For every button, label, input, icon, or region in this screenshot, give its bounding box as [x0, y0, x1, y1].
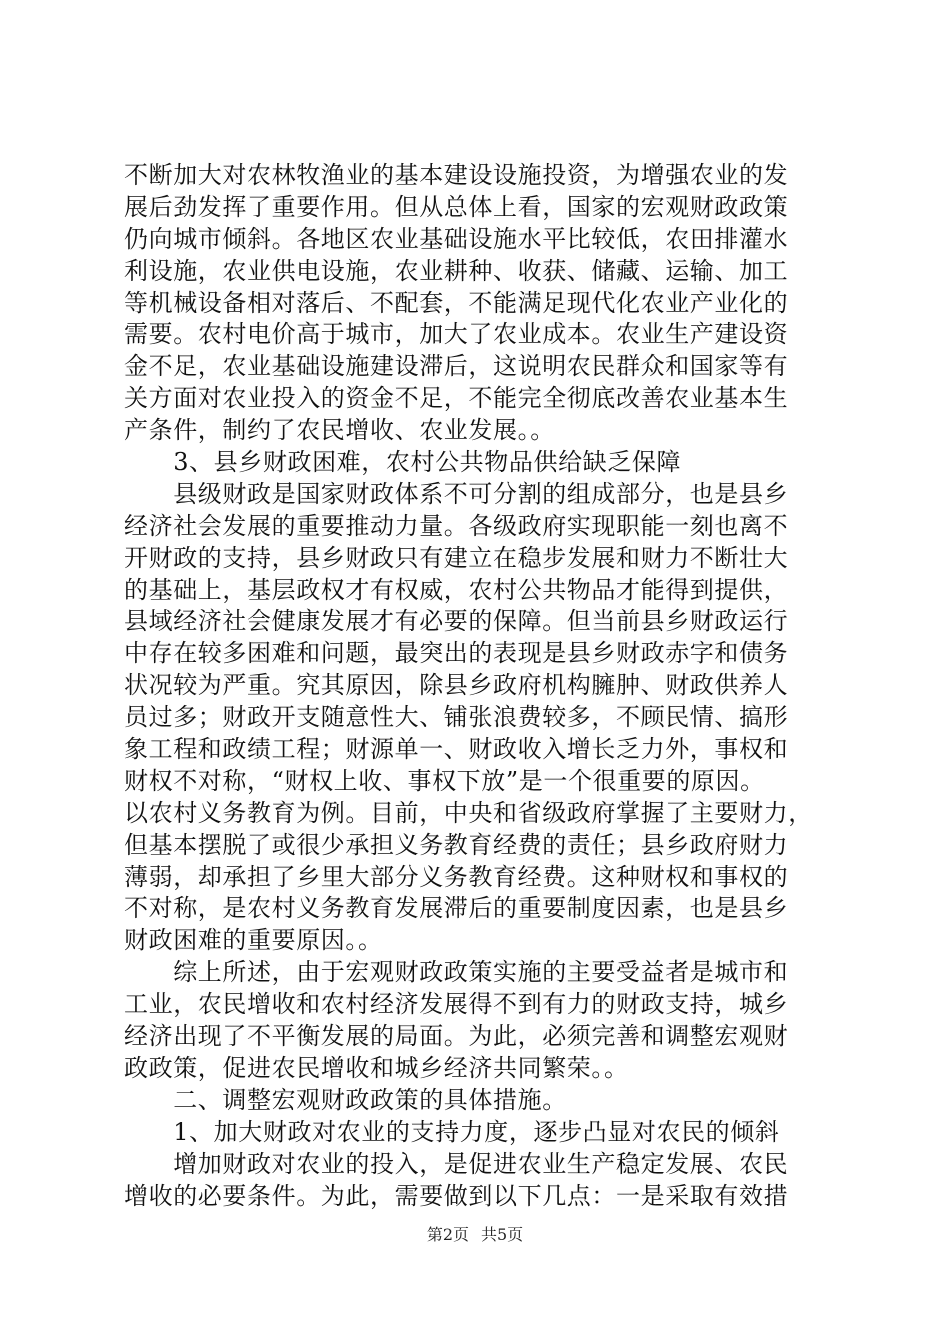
page-footer	[0, 1222, 950, 1245]
text-line: 不对称，是农村义务教育发展滞后的重要制度因素，也是县乡	[124, 894, 789, 923]
text-line: 增收的必要条件。为此，需要做到以下几点：一是采取有效措	[124, 1181, 789, 1210]
text-line: 财政困难的重要原因。。	[124, 926, 383, 955]
text-line: 二、调整宏观财政政策的具体措施。	[124, 1085, 567, 1114]
text-line: 经济社会发展的重要推动力量。各级政府实现职能一刻也离不	[124, 511, 789, 540]
text-line: 经济出现了不平衡发展的局面。为此，必须完善和调整宏观财	[124, 1022, 789, 1051]
text-line: 需要。农村电价高于城市，加大了农业成本。农业生产建设资	[124, 320, 789, 349]
text-line: 薄弱，却承担了乡里大部分义务教育经费。这种财权和事权的	[124, 862, 789, 891]
text-line: 金不足，农业基础设施建设滞后，这说明农民群众和国家等有	[124, 352, 789, 381]
text-line: 财权不对称，“财权上收、事权下放”是一个很重要的原因。	[124, 766, 765, 795]
page-number: 第2页	[426, 1225, 469, 1244]
text-line: 产条件，制约了农民增收、农业发展。。	[124, 416, 555, 445]
body-text	[124, 160, 840, 1212]
text-line: 员过多；财政开支随意性大、铺张浪费较多，不顾民情、搞形	[124, 703, 789, 732]
text-line: 仍向城市倾斜。各地区农业基础设施水平比较低，农田排灌水	[124, 224, 789, 253]
text-line: 关方面对农业投入的资金不足，不能完全彻底改善农业基本生	[124, 384, 789, 413]
text-line: 中存在较多困难和问题，最突出的表现是县乡财政赤字和债务	[124, 639, 789, 668]
text-line: 1、加大财政对农业的支持力度，逐步凸显对农民的倾斜	[124, 1117, 780, 1146]
text-line: 3、县乡财政困难，农村公共物品供给缺乏保障	[124, 448, 682, 477]
text-line: 政政策，促进农民增收和城乡经济共同繁荣。。	[124, 1053, 629, 1082]
text-line: 利设施，农业供电设施，农业耕种、收获、储藏、运输、加工	[124, 256, 789, 285]
text-line: 以农村义务教育为例。目前，中央和省级政府掌握了主要财力，	[124, 798, 813, 827]
text-line: 状况较为严重。究其原因，除县乡政府机构臃肿、财政供养人	[124, 671, 789, 700]
text-line: 的基础上，基层政权才有权威，农村公共物品才能得到提供，	[124, 575, 789, 604]
text-line: 县域经济社会健康发展才有必要的保障。但当前县乡财政运行	[124, 607, 789, 636]
page-total: 共5页	[481, 1225, 524, 1244]
text-line: 不断加大对农林牧渔业的基本建设设施投资，为增强农业的发	[124, 161, 789, 189]
text-line: 展后劲发挥了重要作用。但从总体上看，国家的宏观财政政策	[124, 192, 789, 221]
text-line: 开财政的支持，县乡财政只有建立在稳步发展和财力不断壮大	[124, 543, 789, 572]
text-line: 增加财政对农业的投入，是促进农业生产稳定发展、农民	[124, 1149, 789, 1178]
text-line: 象工程和政绩工程；财源单一、财政收入增长乏力外，事权和	[124, 735, 789, 764]
text-line: 但基本摆脱了或很少承担义务教育经费的责任；县乡政府财力	[124, 830, 789, 859]
text-line: 工业，农民增收和农村经济发展得不到有力的财政支持，城乡	[124, 990, 789, 1019]
text-line: 县级财政是国家财政体系不可分割的组成部分，也是县乡	[124, 479, 789, 508]
text-line: 综上所述，由于宏观财政政策实施的主要受益者是城市和	[124, 958, 789, 987]
text-line: 等机械设备相对落后、不配套，不能满足现代化农业产业化的	[124, 288, 789, 317]
